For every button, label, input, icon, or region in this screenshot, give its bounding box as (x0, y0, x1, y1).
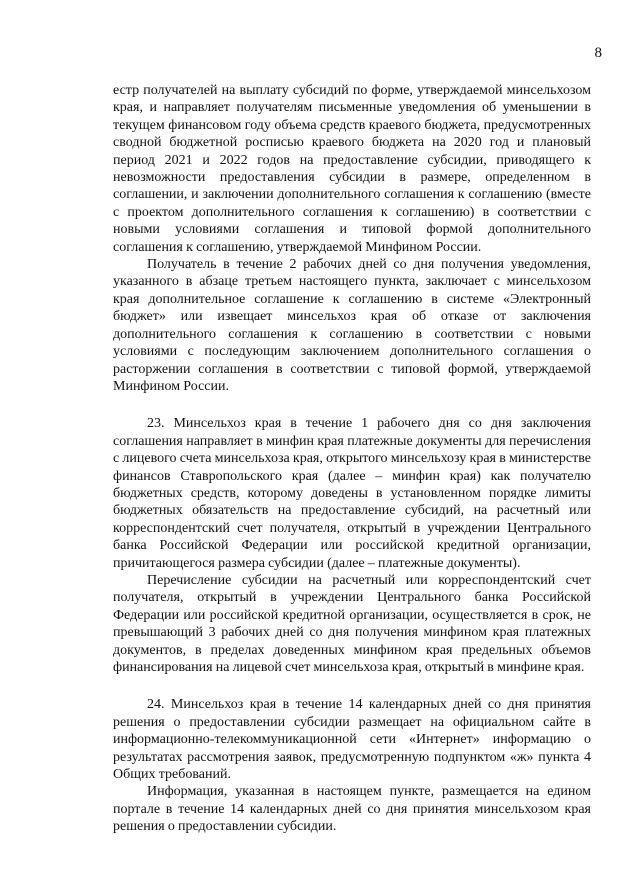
paragraph-spacer (113, 676, 591, 696)
page-number: 8 (594, 45, 602, 61)
paragraph-recipient-notice: Получатель в течение 2 рабочих дней со дня получения уведомления, указанного в абзаце третьем настоящего пункта, заключает с минсельхозом края дополнительное соглашение к соглашению в системе «Электронный бюджет» или извещает минсельхоз края об отказе от заключения дополнительного соглашения к соглашению в соответствии с новыми условиями с последующим заключением дополнительного соглашения о расторжении соглашения в соответствии с типовой формой, утверждаемой Минфином России. (113, 257, 591, 394)
paragraph-item-24: 24. Минсельхоз края в течение 14 календарных дней со дня принятия решения о предоставлении субсидии размещает на официальном сайте в информационно-телекоммуникационной сети «Интернет» информацию о результатах рассмотрения заявок, предусмотренную подпунктом «ж» пункта 4 Общих требований. (113, 697, 591, 783)
paragraph-subsidy-transfer: Перечисление субсидии на расчетный или корреспондентский счет получателя, открытый в учреждении Центрального банка Российской Федерации или российской кредитной организации, осуществляется в срок, не превышающий 3 рабочих дней со дня получения минфином края платежных документов, в пределах доведенных минфином края предельных объемов финансирования на лицевой счет минсельхоза края, открытый в минфине края. (113, 572, 591, 675)
paragraph-item-23: 23. Минсельхоз края в течение 1 рабочего дня со дня заключения соглашения направляет в минфин края платежные документы для перечисления с лицевого счета минсельхоза края, открытого минсельхозу края в министерстве финансов Ставропольского края (далее – минфин края) как получателю бюджетных средств, которому доведены в установленном порядке лимиты бюджетных обязательств на предоставление субсидий, на расчетный или корреспондентский счет получателя, открытый в учреждении Центрального банка Российской Федерации или российской кредитной организации, причитающегося размера субсидии (далее – платежные документы). (113, 416, 591, 571)
paragraph-continuation: естр получателей на выплату субсидий по форме, утверждаемой минсельхозом края, и направляет получателям письменные уведомления об уменьшении в текущем финансовом году объема средств краевого бюджета, предусмотренных сводной бюджетной росписью краевого бюджета на 2020 год и плановый период 2021 и 2022 годов на предоставление субсидии, приводящего к невозможности предоставления субсидии в размере, определенном в соглашении, и заключении дополнительного соглашения к соглашению (вместе с проектом дополнительного соглашения к соглашению) в соответствии с новыми условиями соглашения и типовой формой дополнительного соглашения к соглашению, утверждаемой Минфином России. (113, 83, 591, 255)
document-body (113, 82, 591, 836)
paragraph-portal-info: Информация, указанная в настоящем пункте, размещается на едином портале в течение 14 календарных дней со дня принятия минсельхозом края решения о предоставлении субсидии. (113, 784, 591, 835)
paragraph-spacer (113, 395, 591, 415)
